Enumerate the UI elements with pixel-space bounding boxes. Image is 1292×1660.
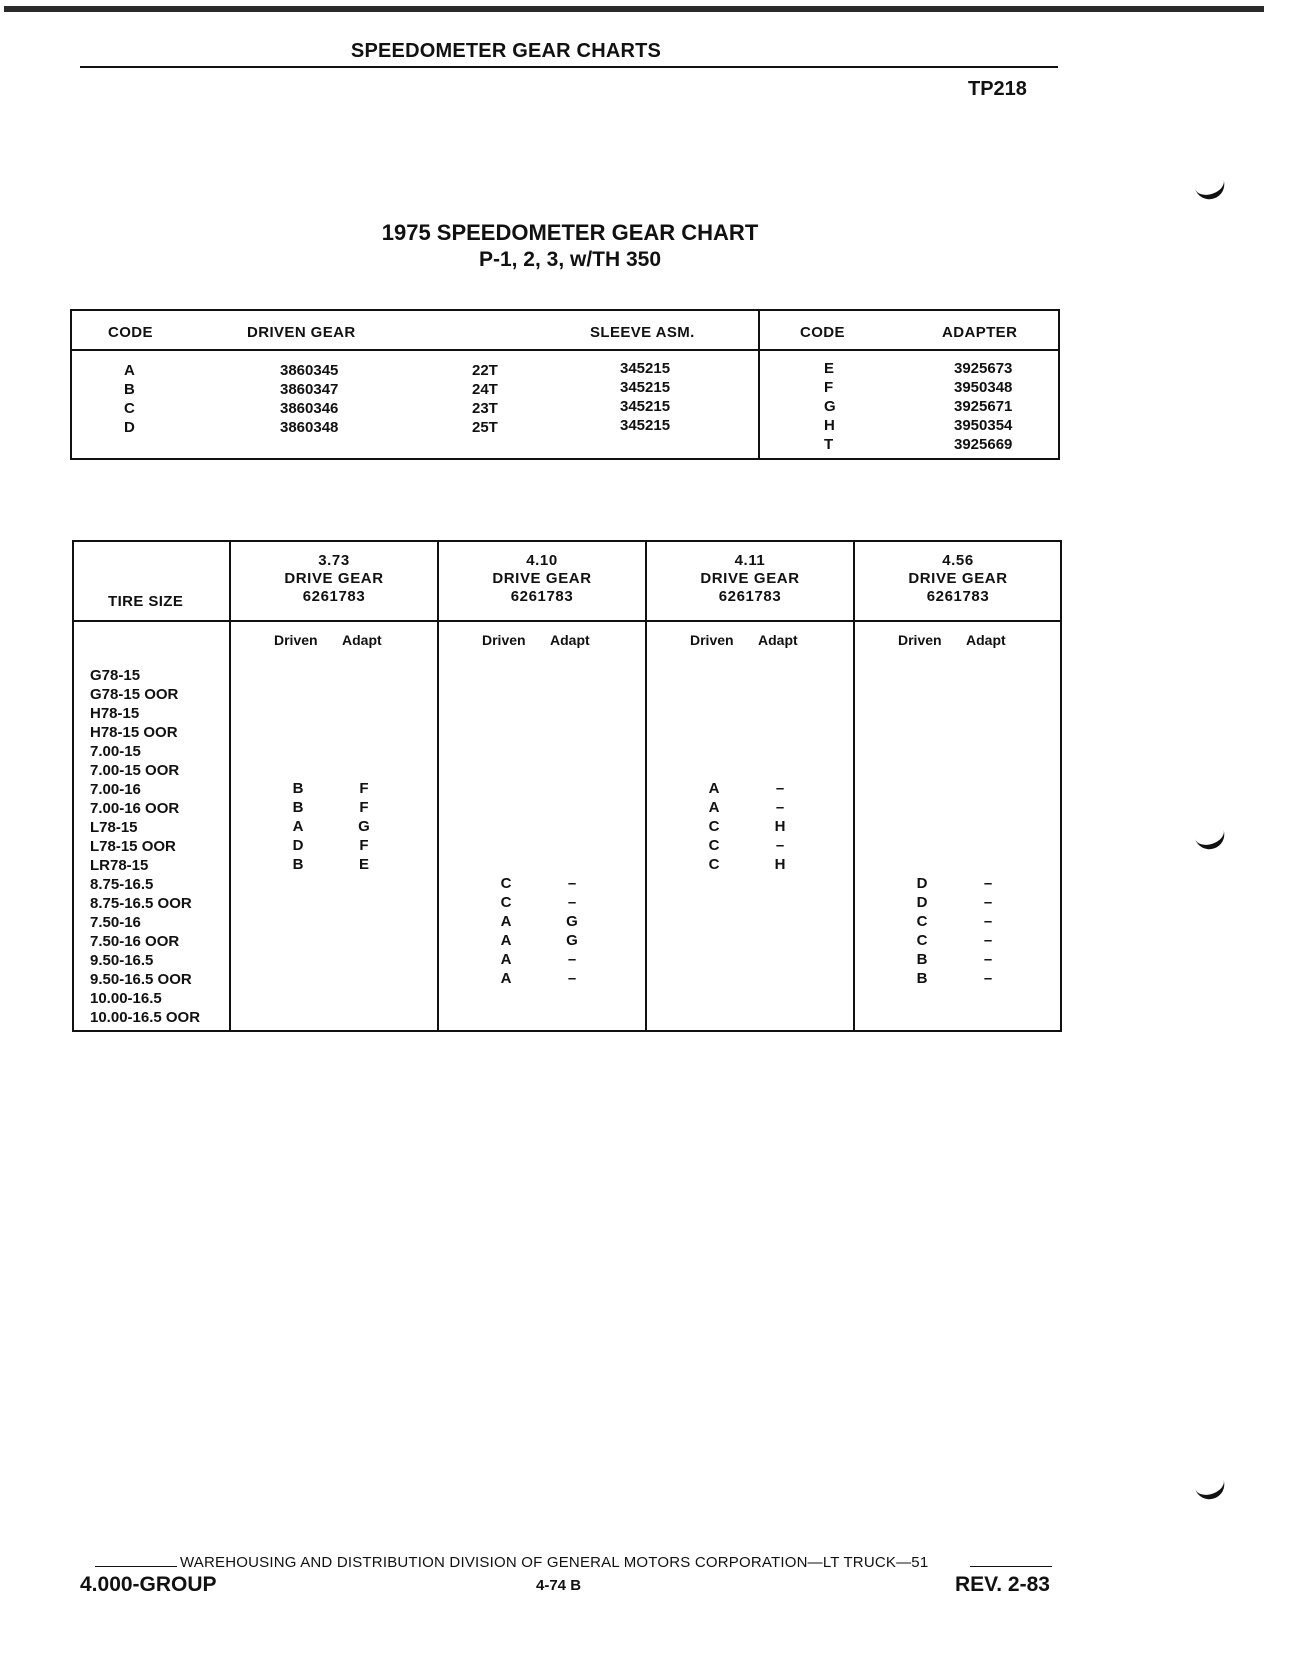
table-cell (562, 798, 582, 817)
table-cell: H (774, 818, 786, 835)
table-cell: 345215 (620, 417, 671, 434)
driven-gear-header: DRIVEN GEAR (247, 324, 356, 341)
table-cell: 22T (472, 362, 498, 379)
table-cell: A (500, 932, 512, 949)
table-cell (496, 836, 516, 855)
gear-ratio: 4.11 (734, 552, 766, 569)
table-cell: 3860348 (280, 419, 339, 436)
gear-ratio: 4.56 (942, 552, 974, 569)
table-cell (912, 817, 932, 836)
table-cell: 345215 (620, 379, 671, 396)
application-table (72, 540, 1062, 1032)
tire-size: 8.75-16.5 OOR (90, 895, 192, 912)
table-cell: 3925673 (954, 360, 1013, 377)
table-cell: – (775, 799, 785, 816)
table-cell (562, 1007, 582, 1026)
binder-mark (1194, 176, 1228, 203)
driven-part-column (280, 361, 338, 437)
gear-group-373 (231, 552, 437, 606)
table-cell: B (124, 381, 135, 398)
driven-subheader: Driven (690, 632, 734, 648)
driven-code-column (124, 361, 135, 437)
table-cell (912, 988, 932, 1007)
gear-label: DRIVE GEAR (908, 570, 1008, 587)
chart-subtitle: P-1, 2, 3, w/TH 350 (478, 248, 662, 271)
table-cell: A (708, 799, 720, 816)
table-cell: 3950354 (954, 417, 1013, 434)
page-code: TP218 (968, 78, 1027, 100)
parts-table (70, 309, 1060, 460)
table-cell: – (775, 837, 785, 854)
table-cell (496, 988, 516, 1007)
table-cell (496, 779, 516, 798)
table-cell (978, 798, 998, 817)
table-cell: C (708, 818, 720, 835)
adapt-373-column (354, 779, 374, 1026)
table-cell: C (500, 875, 512, 892)
driven-373-column (288, 779, 308, 1026)
driven-subheader: Driven (898, 632, 942, 648)
table-cell (912, 798, 932, 817)
table-cell: – (983, 951, 993, 968)
table-cell: – (567, 894, 577, 911)
table-cell (912, 855, 932, 874)
table-cell (354, 988, 374, 1007)
gear-ratio: 3.73 (318, 552, 350, 569)
table-cell (562, 817, 582, 836)
table-cell: F (824, 379, 834, 396)
tire-size: H78-15 (90, 705, 140, 722)
table-cell (562, 855, 582, 874)
table-cell: – (775, 780, 785, 797)
table-cell (288, 988, 308, 1007)
table-cell: G (358, 818, 370, 835)
table-cell: B (292, 856, 304, 873)
footer-page-number: 4-74 B (536, 1577, 582, 1594)
table-cell: – (983, 875, 993, 892)
table-cell: H (824, 417, 835, 434)
table-cell (496, 855, 516, 874)
table-cell (562, 988, 582, 1007)
footer-rule (970, 1566, 1052, 1567)
table-cell: D (292, 837, 304, 854)
table-cell: B (292, 780, 304, 797)
tire-size: 8.75-16.5 (90, 876, 154, 893)
table-cell: 345215 (620, 398, 671, 415)
driven-410-column (496, 779, 516, 1026)
table-cell (288, 950, 308, 969)
table-cell: 3950348 (954, 379, 1013, 396)
tire-size: LR78-15 (90, 857, 149, 874)
table-cell: B (292, 799, 304, 816)
table-cell: 3860347 (280, 381, 339, 398)
table-cell (770, 969, 790, 988)
table-cell: A (500, 951, 512, 968)
sleeve-column (620, 359, 670, 435)
table-cell: A (500, 970, 512, 987)
sleeve-header: SLEEVE ASM. (590, 324, 695, 341)
table-cell (288, 1007, 308, 1026)
gear-label: DRIVE GEAR (284, 570, 384, 587)
table-cell: 3860345 (280, 362, 339, 379)
table-cell: C (708, 856, 720, 873)
table-cell (288, 931, 308, 950)
adapt-411-column (770, 779, 790, 1026)
table-cell: G (566, 913, 578, 930)
driven-subheader: Driven (274, 632, 318, 648)
table-cell (354, 874, 374, 893)
table-cell (770, 1007, 790, 1026)
table-cell: – (567, 875, 577, 892)
footer-division: WAREHOUSING AND DISTRIBUTION DIVISION OF GENERAL MOTORS CORPORATION—LT TRUCK—51 (180, 1554, 929, 1571)
table-cell: F (359, 837, 369, 854)
table-cell: A (124, 362, 135, 379)
table-cell (978, 1007, 998, 1026)
table-cell (288, 912, 308, 931)
table-cell: G (566, 932, 578, 949)
table-cell (354, 893, 374, 912)
footer-rule (95, 1566, 177, 1567)
tire-size: 7.00-15 OOR (90, 762, 180, 779)
table-cell: C (124, 400, 135, 417)
table-cell (978, 779, 998, 798)
tire-size: L78-15 (90, 819, 138, 836)
table-cell: A (708, 780, 720, 797)
table-cell: – (567, 970, 577, 987)
table-cell: B (916, 970, 928, 987)
gear-part: 6261783 (302, 588, 366, 605)
table-cell: 25T (472, 419, 498, 436)
table-cell (288, 969, 308, 988)
tire-size: 10.00-16.5 OOR (90, 1009, 201, 1026)
section-title: SPEEDOMETER GEAR CHARTS (350, 40, 662, 62)
table-cell: D (916, 894, 928, 911)
footer-group: 4.000-GROUP (80, 1573, 217, 1596)
table-cell (912, 836, 932, 855)
table-cell (912, 1007, 932, 1026)
table-cell (704, 1007, 724, 1026)
table-cell (496, 817, 516, 836)
table-cell: – (983, 894, 993, 911)
table-cell (288, 874, 308, 893)
adapter-header: ADAPTER (942, 324, 1018, 341)
table-cell: – (567, 951, 577, 968)
table-cell (288, 893, 308, 912)
tire-size: L78-15 OOR (90, 838, 176, 855)
tire-size: 7.00-16 OOR (90, 800, 180, 817)
table-cell: D (916, 875, 928, 892)
table-cell (704, 988, 724, 1007)
table-cell: 3860346 (280, 400, 339, 417)
tire-size-list (90, 666, 200, 1027)
table-cell (354, 931, 374, 950)
table-cell: A (292, 818, 304, 835)
top-border (4, 6, 1264, 12)
table-cell (770, 893, 790, 912)
table-cell (496, 1007, 516, 1026)
table-cell: F (359, 780, 369, 797)
gear-label: DRIVE GEAR (492, 570, 592, 587)
binder-mark (1194, 826, 1228, 853)
tire-size: G78-15 (90, 667, 141, 684)
table-cell (770, 931, 790, 950)
tire-size: G78-15 OOR (90, 686, 179, 703)
table-cell: C (916, 932, 928, 949)
table-cell (704, 969, 724, 988)
table-cell (978, 855, 998, 874)
table-cell (354, 969, 374, 988)
table-cell (704, 931, 724, 950)
adapt-subheader: Adapt (758, 632, 798, 648)
adapt-subheader: Adapt (342, 632, 382, 648)
table-cell (978, 817, 998, 836)
table-cell: 3925669 (954, 436, 1013, 453)
table-cell (562, 779, 582, 798)
table-cell (912, 779, 932, 798)
table-cell (704, 893, 724, 912)
table-cell (770, 950, 790, 969)
table-cell (704, 874, 724, 893)
gear-ratio: 4.10 (526, 552, 558, 569)
teeth-column (472, 361, 498, 437)
table-cell (704, 950, 724, 969)
table-cell: 24T (472, 381, 498, 398)
tire-size: 9.50-16.5 OOR (90, 971, 192, 988)
tire-size: 10.00-16.5 (90, 990, 162, 1007)
table-cell (496, 798, 516, 817)
table-cell (704, 912, 724, 931)
driven-456-column (912, 779, 932, 1026)
binder-mark (1194, 1476, 1228, 1503)
gear-part: 6261783 (926, 588, 990, 605)
table-cell: A (500, 913, 512, 930)
adapter-part-column (954, 359, 1012, 454)
table-cell: 23T (472, 400, 498, 417)
adapt-456-column (978, 779, 998, 1026)
gear-group-411 (647, 552, 853, 606)
table-cell (354, 1007, 374, 1026)
header-rule (80, 66, 1058, 68)
code-header: CODE (108, 324, 153, 341)
driven-subheader: Driven (482, 632, 526, 648)
gear-group-456 (855, 552, 1061, 606)
adapt-subheader: Adapt (966, 632, 1006, 648)
table-cell (978, 988, 998, 1007)
table-cell: H (774, 856, 786, 873)
gear-group-410 (439, 552, 645, 606)
tire-size: 7.50-16 (90, 914, 141, 931)
table-cell: G (824, 398, 836, 415)
tire-size: 7.50-16 OOR (90, 933, 180, 950)
table-cell: – (983, 913, 993, 930)
table-cell: D (124, 419, 135, 436)
table-cell: – (983, 932, 993, 949)
chart-title: 1975 SPEEDOMETER GEAR CHART (381, 220, 759, 245)
table-cell: E (358, 856, 369, 873)
tire-size: 7.00-15 (90, 743, 141, 760)
adapt-subheader: Adapt (550, 632, 590, 648)
table-cell: F (359, 799, 369, 816)
table-cell: B (916, 951, 928, 968)
table-cell (562, 836, 582, 855)
table-cell (354, 950, 374, 969)
table-cell (978, 836, 998, 855)
table-cell: – (983, 970, 993, 987)
tire-size: 9.50-16.5 (90, 952, 154, 969)
tire-size: H78-15 OOR (90, 724, 178, 741)
table-cell (770, 988, 790, 1007)
table-cell: C (500, 894, 512, 911)
table-cell: C (708, 837, 720, 854)
gear-part: 6261783 (718, 588, 782, 605)
table-cell: E (824, 360, 835, 377)
table-cell (770, 874, 790, 893)
table-cell: 345215 (620, 360, 671, 377)
tire-size: 7.00-16 (90, 781, 141, 798)
adapter-code-column (824, 359, 836, 454)
footer-revision: REV. 2-83 (955, 1573, 1050, 1596)
table-cell: 3925671 (954, 398, 1013, 415)
table-cell (354, 912, 374, 931)
adapt-410-column (562, 779, 582, 1026)
table-cell (770, 912, 790, 931)
tire-size-header: TIRE SIZE (108, 593, 184, 610)
gear-part: 6261783 (510, 588, 574, 605)
driven-411-column (704, 779, 724, 1026)
table-cell: T (824, 436, 834, 453)
gear-label: DRIVE GEAR (700, 570, 800, 587)
table-cell: C (916, 913, 928, 930)
adapter-code-header: CODE (800, 324, 845, 341)
